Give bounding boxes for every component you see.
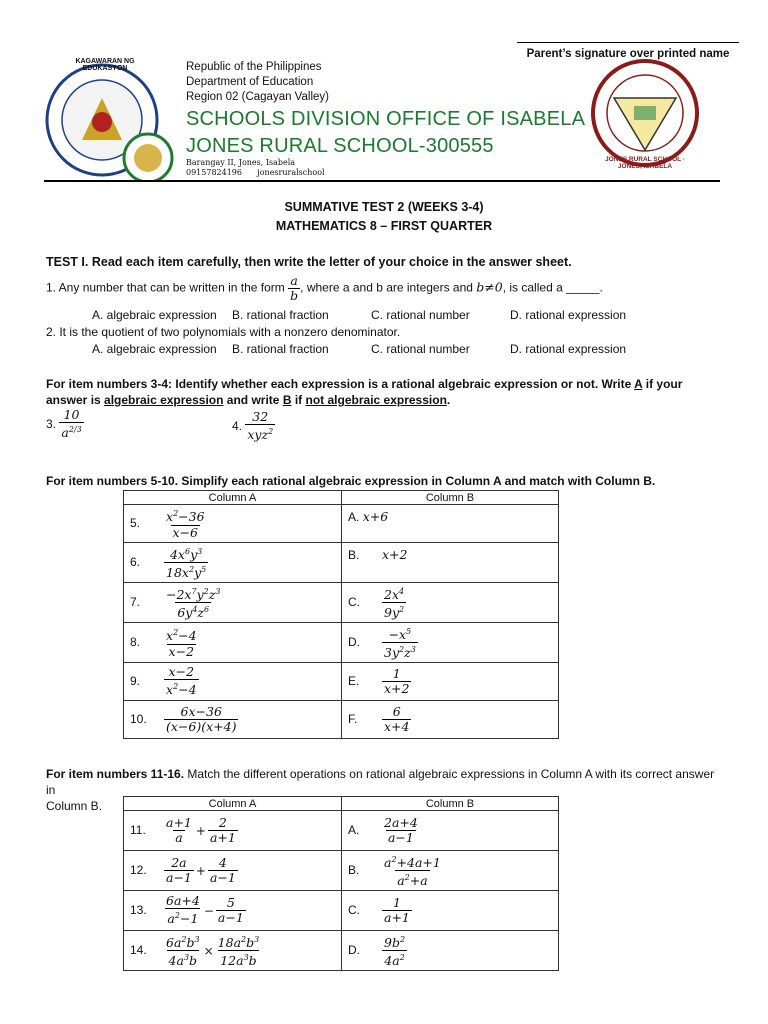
question-1 xyxy=(46,274,603,303)
choice-11b: B. $\frac{a^2+4a+1}{a^2+a}$ xyxy=(342,851,559,891)
question-2: 2. It is the quotient of two polynomials with a nonzero denominator. xyxy=(46,325,401,339)
choice-11d: D. $\frac{9b^2}{4a^2}$ xyxy=(342,931,559,971)
deped-seal-caption: KAGAWARAN NG EDUKASYON xyxy=(75,58,135,72)
q2-option-a: A. algebraic expression xyxy=(92,342,217,356)
q2-option-c: C. rational number xyxy=(371,342,470,356)
item-9: 9. $\frac{x-2}{x^2-4}$ xyxy=(124,663,342,701)
q2-options xyxy=(0,342,768,356)
q1-options xyxy=(0,308,768,322)
q2-option-d: D. rational expression xyxy=(510,342,627,356)
col-a-header-2: Column A xyxy=(124,797,342,811)
item-5: 5. $\frac{x^2-36}{x-6}$ xyxy=(124,505,342,543)
choice-b: B. x+2 xyxy=(342,543,559,583)
q1-option-c: C. rational number xyxy=(371,308,470,322)
col-b-header-2: Column B xyxy=(342,797,559,811)
school-seal xyxy=(590,58,700,168)
test1-instruction: TEST I. Read each item carefully, then write the letter of your choice in the answer sheet. xyxy=(46,255,572,269)
items510-instruction: For item numbers 5-10. Simplify each rational algebraic expression in Column A and match with Column B. xyxy=(46,474,656,488)
school-address: Barangay II, Jones, Isabela xyxy=(186,158,296,167)
choice-f: F. $\frac{6}{x+4}$ xyxy=(342,701,559,739)
item-3-expression: $\frac{10}{a^{2/3}}$ xyxy=(61,407,82,441)
item-10: 10. $\frac{6x-36}{(x-6)(x+4)}$ xyxy=(124,701,342,739)
department-line: Department of Education xyxy=(186,76,314,88)
choice-11c: C. $\frac{1}{a+1}$ xyxy=(342,891,559,931)
items34-instruction: For item numbers 3-4: Identify whether each expression is a rational algebraic expression or not. Write A if your answer is algebraic expression and write B if not algebraic expression. xyxy=(46,377,683,407)
q1-pre: 1. Any number that can be written in the form xyxy=(46,280,285,295)
q1-option-d: D. rational expression xyxy=(510,308,627,322)
q1-condition: b≠0 xyxy=(476,279,503,295)
school-contact: 09157824196 jonesruralschool xyxy=(186,168,325,177)
test-subtitle: MATHEMATICS 8 – FIRST QUARTER xyxy=(275,219,493,233)
division-title: SCHOOLS DIVISION OFFICE OF ISABELA xyxy=(186,108,586,130)
col-a-header: Column A xyxy=(124,491,342,505)
region-line: Region 02 (Cagayan Valley) xyxy=(186,91,329,103)
choice-d: D. $\frac{-x^5}{3y^2z^3}$ xyxy=(342,623,559,663)
school-seal-caption: JONES RURAL SCHOOL · JONES, ISABELA xyxy=(605,156,685,170)
choice-11a: A. $\frac{2a+4}{a-1}$ xyxy=(342,811,559,851)
item-7: 7. $\frac{-2x^7y^2z^3}{6y^4z^6}$ xyxy=(124,583,342,623)
item-6: 6. $\frac{4x^6y^3}{18x^2y^5}$ xyxy=(124,543,342,583)
items1116-instruction: For item numbers 11-16. Match the different operations on rational algebraic expressions in Column A with its correct answer in Column B. xyxy=(46,767,715,813)
item-13: 13. $\frac{6a+4}{a^2-1}$ − $\frac{5}{a-1}$ xyxy=(124,891,342,931)
item-14: 14. $\frac{6a^2b^3}{4a^3b}$ × $\frac{18a^2b^3}{12a^3b}$ xyxy=(124,931,342,971)
republic-line: Republic of the Philippines xyxy=(186,61,322,73)
deped-seal xyxy=(44,58,176,182)
item-11: 11. $\frac{a+1}{a}$ + $\frac{2}{a+1}$ xyxy=(124,811,342,851)
choice-c: C. $\frac{2x^4}{9y^2}$ xyxy=(342,583,559,623)
item-4-expression: $\frac{32}{xyz^2}$ xyxy=(247,409,274,443)
col-b-header: Column B xyxy=(342,491,559,505)
items1116-table xyxy=(123,796,559,971)
signature-label: Parent’s signature over printed name xyxy=(526,48,730,60)
items510-table xyxy=(123,490,559,739)
signature-line xyxy=(517,42,739,43)
item-3: 3. $\frac{10}{a^{2/3}}$ xyxy=(46,407,82,441)
q1-post: , is called a _____. xyxy=(502,280,603,295)
test-title: SUMMATIVE TEST 2 (WEEKS 3-4) xyxy=(284,200,484,214)
q2-option-b: B. rational fraction xyxy=(232,342,329,356)
header-divider xyxy=(44,180,720,182)
choice-e: E. $\frac{1}{x+2}$ xyxy=(342,663,559,701)
item-8: 8. $\frac{x^2-4}{x-2}$ xyxy=(124,623,342,663)
q1-option-a: A. algebraic expression xyxy=(92,308,217,322)
item-12: 12. $\frac{2a}{a-1}$ + $\frac{4}{a-1}$ xyxy=(124,851,342,891)
q1-fraction: $\frac{a}{b}$ xyxy=(290,273,299,303)
choice-a: A. x+6 xyxy=(342,505,559,543)
q1-option-b: B. rational fraction xyxy=(232,308,329,322)
school-title: JONES RURAL SCHOOL-300555 xyxy=(186,135,494,157)
q1-mid: , where a and b are integers and xyxy=(300,280,473,295)
item-4: 4. $\frac{32}{xyz^2}$ xyxy=(232,409,274,443)
